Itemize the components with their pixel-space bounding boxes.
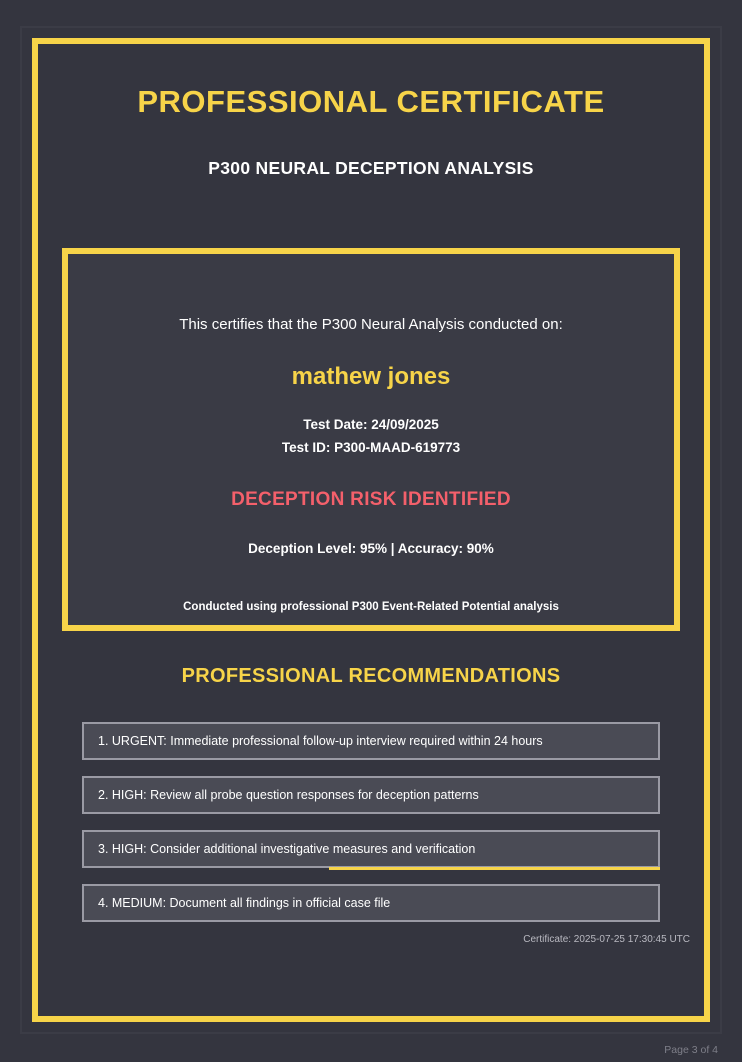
method-statement: Conducted using professional P300 Event-Related Potential analysis: [183, 601, 559, 613]
certificate-stamp: Certificate: 2025-07-25 17:30:45 UTC: [523, 934, 690, 945]
certificate-subtitle: P300 NEURAL DECEPTION ANALYSIS: [208, 158, 534, 178]
list-item: 1. URGENT: Immediate professional follow-up interview required within 24 hours: [82, 722, 660, 760]
risk-banner: DECEPTION RISK IDENTIFIED: [231, 489, 511, 510]
recommendations-title: PROFESSIONAL RECOMMENDATIONS: [181, 665, 561, 687]
page-number: Page 3 of 4: [664, 1044, 718, 1056]
certificate-content: [44, 50, 698, 1010]
recommendations-list: [82, 722, 660, 938]
certificate-inner-panel: [62, 248, 680, 631]
certificate-title: PROFESSIONAL CERTIFICATE: [137, 84, 605, 119]
subject-name: mathew jones: [291, 363, 451, 390]
test-id: Test ID: P300-MAAD-619773: [281, 440, 461, 455]
test-date: Test Date: 24/09/2025: [303, 417, 439, 432]
list-item: 3. HIGH: Consider additional investigative measures and verification: [82, 830, 660, 868]
certifies-statement: This certifies that the P300 Neural Analysis conducted on:: [179, 316, 563, 333]
deception-levels: Deception Level: 95% | Accuracy: 90%: [248, 541, 494, 556]
list-item: 2. HIGH: Review all probe question responses for deception patterns: [82, 776, 660, 814]
list-item: 4. MEDIUM: Document all findings in official case file: [82, 884, 660, 922]
